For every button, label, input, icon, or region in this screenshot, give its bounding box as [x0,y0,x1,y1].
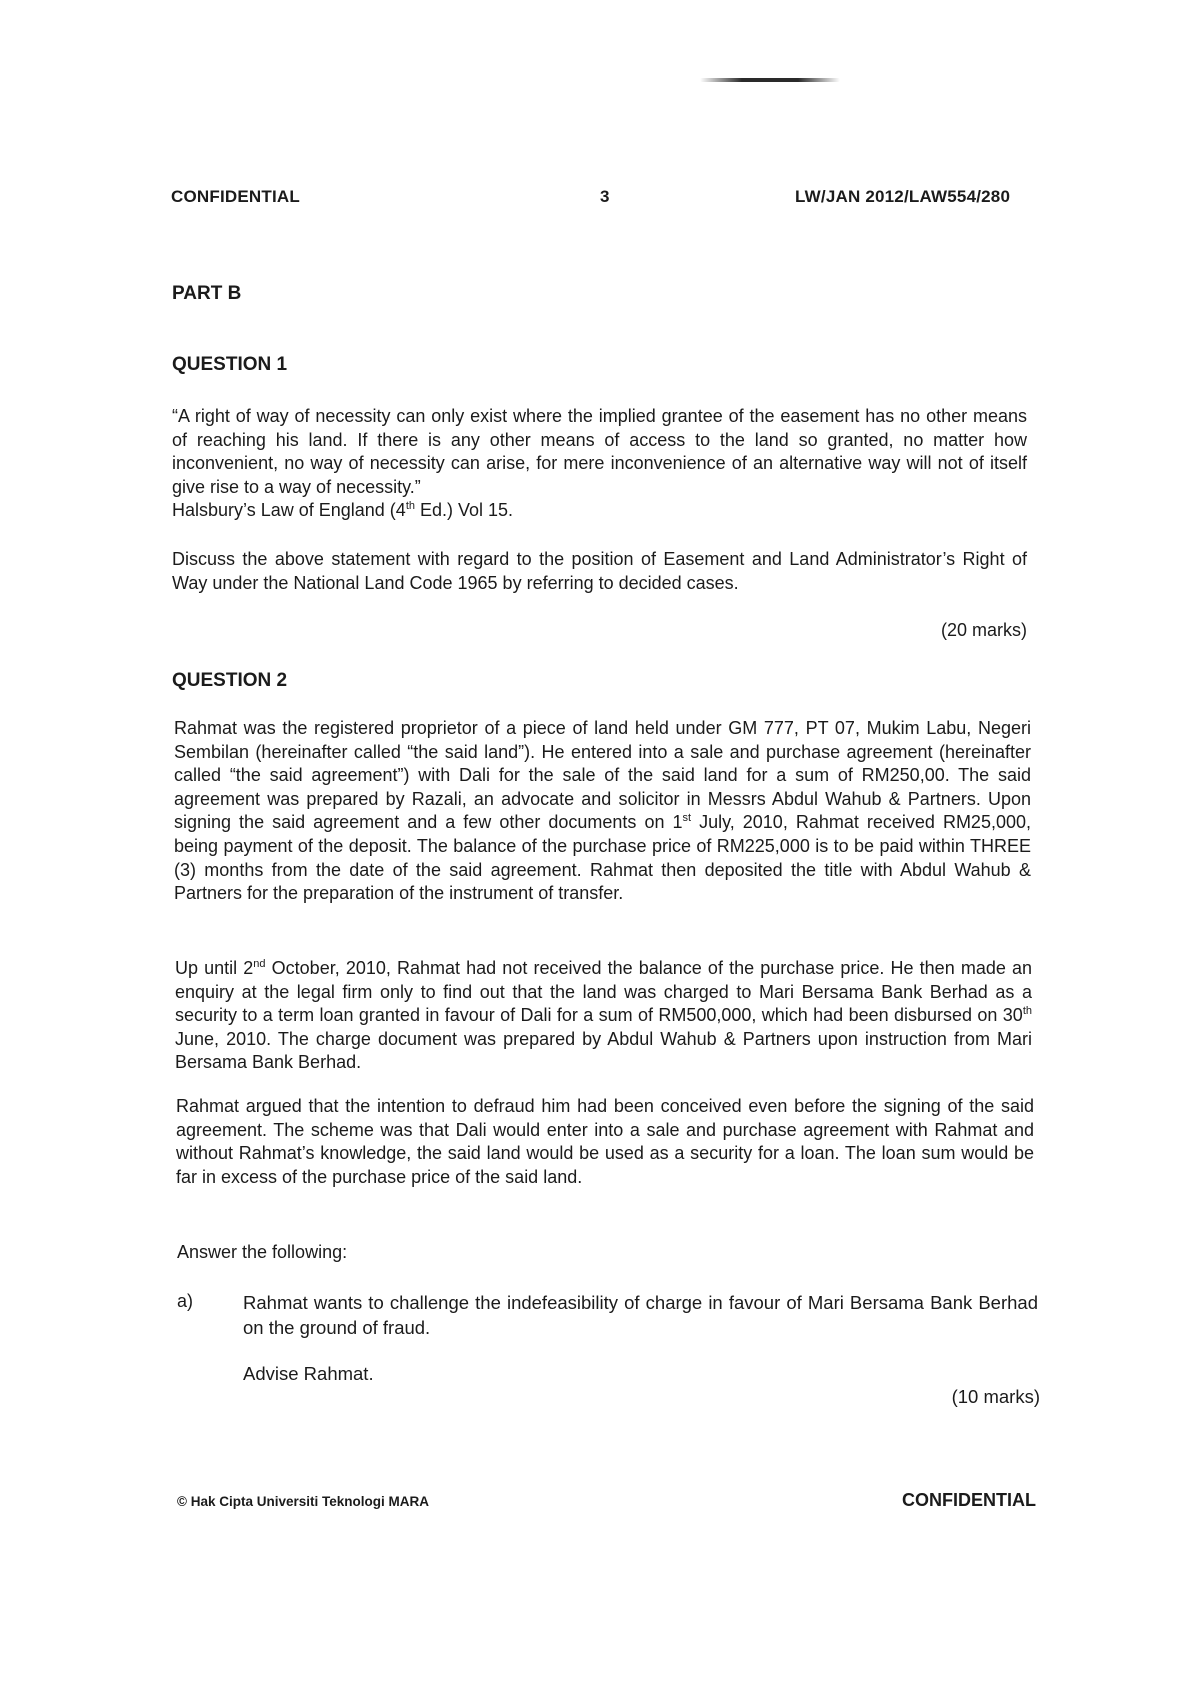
p2-superscript-2: th [1022,1005,1032,1018]
p2-text-end: June, 2010. The charge document was prepared by Abdul Wahub & Partners upon instruction from Mari Bersama Bank Berhad. [175,1028,1032,1073]
item-a-text: Rahmat wants to challenge the indefeasibility of charge in favour of Mari Bersama Bank Berhad on the ground of fraud. [243,1292,1038,1338]
question-2-title: QUESTION 2 [172,670,288,691]
part-title: PART B [172,283,242,304]
question-1-citation [172,500,513,521]
question-1-instruction: Discuss the above statement with regard to the position of Easement and Land Administrator’s Right of Way under the National Land Code 1965 by referring to decided cases. [172,549,1027,593]
citation-text-end: Ed.) Vol 15. [415,500,514,520]
question-2-paragraph-2 [175,957,1032,1075]
p2-superscript-1: nd [253,958,266,970]
citation-text: Halsbury’s Law of England (4 [172,500,406,520]
question-2-paragraph-1 [174,717,1031,906]
question-1-quote: “A right of way of necessity can only exist where the implied grantee of the easement has no other means of reaching his land. If there is any other means of access to the land so granted, no matter how inconvenient, no way of necessity can arise, for mere inconvenience of an alternative way will not of itself give rise to a way of necessity.” [172,406,1027,497]
p2-text-mid: October, 2010, Rahmat had not received the balance of the purchase price. He then made an enquiry at the legal firm only to find out that the land was charged to Mari Bersama Bank Berhad as a security to a term loan granted in favour of Dali for a sum of RM500,000, which had been disbursed on 30 [175,958,1032,1026]
header-confidential: CONFIDENTIAL [171,187,300,206]
item-a-label: a) [177,1291,194,1311]
footer-confidential: CONFIDENTIAL [902,1490,1036,1510]
copyright-footer: © Hak Cipta Universiti Teknologi MARA [177,1494,429,1509]
p1-text: Rahmat was the registered proprietor of a piece of land held under GM 777, PT 07, Mukim Labu, Negeri Sembilan (hereinafter called “the said land”). He entered into a sale and purchase agreement (hereinafter called “the said agreement”) with Dali for the sale of the said land for a sum of RM250,00. The said agreement was prepared by Razali, an advocate and solicitor in Messrs Abdul Wahub & Partners. Upon signing the said agreement and a few other documents on 1 [174,718,1031,833]
answer-prompt: Answer the following: [177,1242,348,1262]
page-number: 3 [600,187,610,206]
question-1-title: QUESTION 1 [172,354,288,375]
question-1-marks: (20 marks) [940,620,1027,640]
citation-superscript: th [405,500,415,512]
item-a-marks: (10 marks) [951,1386,1040,1407]
p1-text-end: July, 2010, Rahmat received RM25,000, being payment of the deposit. The balance of the purchase price of RM225,000 is to be paid within THREE (3) months from the date of the said agreement. Rahmat then deposited the title with Abdul Wahub & Partners for the preparation of the instrument of transfer. [174,812,1031,904]
scan-artifact [700,78,840,82]
p1-superscript: st [682,812,692,825]
question-2-paragraph-3: Rahmat argued that the intention to defraud him had been conceived even before the signing of the said agreement. The scheme was that Dali would enter into a sale and purchase agreement with Rahmat and without Rahmat’s knowledge, the said land would be used as a security for a loan. The loan sum would be far in excess of the purchase price of the said land. [176,1096,1034,1187]
paper-code: LW/JAN 2012/LAW554/280 [795,187,1011,206]
item-a-advise: Advise Rahmat. [243,1363,374,1384]
p2-text: Up until 2 [175,958,254,978]
